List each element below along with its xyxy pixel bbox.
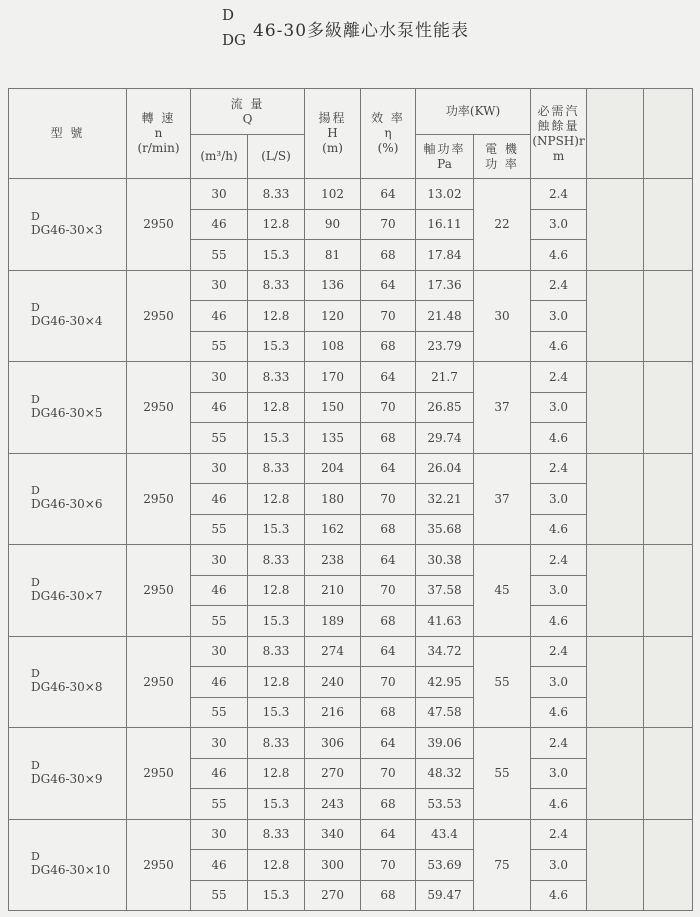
head-cell: 81 <box>305 240 361 271</box>
shaft-power-cell: 17.84 <box>416 240 474 271</box>
shaft-power-cell: 42.95 <box>416 667 474 698</box>
flow-ls-cell: 12.8 <box>248 667 305 698</box>
flow-m3h-cell: 30 <box>191 270 248 301</box>
head-cell: 136 <box>305 270 361 301</box>
speed-cell: 2950 <box>127 179 191 271</box>
shaft-power-cell: 21.48 <box>416 301 474 332</box>
flow-m3h-cell: 55 <box>191 789 248 820</box>
empty-cell <box>587 179 644 271</box>
model-name: DG46-30×4 <box>31 314 103 329</box>
head-cell: 306 <box>305 728 361 759</box>
model-cell <box>9 453 127 545</box>
head-cell: 162 <box>305 514 361 545</box>
head-cell: 340 <box>305 819 361 850</box>
model-prefix: D <box>31 667 40 681</box>
shaft-power-cell: 47.58 <box>416 697 474 728</box>
npsh-cell: 3.0 <box>531 209 587 240</box>
empty-cell <box>587 728 644 820</box>
shaft-power-cell: 39.06 <box>416 728 474 759</box>
head-cell: 189 <box>305 606 361 637</box>
flow-ls-cell: 15.3 <box>248 789 305 820</box>
model-prefix: D <box>31 575 40 589</box>
npsh-cell: 3.0 <box>531 301 587 332</box>
efficiency-cell: 70 <box>361 850 416 881</box>
npsh-cell: 3.0 <box>531 850 587 881</box>
header-model: 型 號 <box>9 89 127 179</box>
efficiency-cell: 68 <box>361 240 416 271</box>
shaft-power-cell: 13.02 <box>416 179 474 210</box>
shaft-power-cell: 21.7 <box>416 362 474 393</box>
empty-cell <box>587 636 644 728</box>
model-name: DG46-30×9 <box>31 771 103 786</box>
shaft-power-cell: 35.68 <box>416 514 474 545</box>
npsh-cell: 3.0 <box>531 575 587 606</box>
efficiency-cell: 70 <box>361 484 416 515</box>
head-cell: 210 <box>305 575 361 606</box>
model-cell <box>9 728 127 820</box>
model-cell <box>9 179 127 271</box>
table-row <box>9 270 693 301</box>
npsh-cell: 2.4 <box>531 636 587 667</box>
header-flow-unit-1: (m³/h) <box>191 135 248 179</box>
npsh-cell: 2.4 <box>531 728 587 759</box>
flow-ls-cell: 8.33 <box>248 545 305 576</box>
flow-ls-cell: 15.3 <box>248 514 305 545</box>
efficiency-cell: 68 <box>361 697 416 728</box>
flow-m3h-cell: 55 <box>191 514 248 545</box>
head-cell: 180 <box>305 484 361 515</box>
header-motor-power: 電 機 功 率 <box>474 135 531 179</box>
flow-ls-cell: 8.33 <box>248 728 305 759</box>
flow-ls-cell: 8.33 <box>248 270 305 301</box>
header-speed: 轉 速 n (r/min) <box>127 89 191 179</box>
npsh-cell: 3.0 <box>531 392 587 423</box>
shaft-power-cell: 43.4 <box>416 819 474 850</box>
title-main: 46-30多級離心水泵性能表 <box>253 21 470 41</box>
flow-ls-cell: 15.3 <box>248 240 305 271</box>
flow-m3h-cell: 55 <box>191 880 248 911</box>
head-cell: 170 <box>305 362 361 393</box>
model-prefix: D <box>31 392 40 406</box>
head-cell: 90 <box>305 209 361 240</box>
efficiency-cell: 64 <box>361 179 416 210</box>
flow-m3h-cell: 55 <box>191 240 248 271</box>
model-prefix: D <box>31 484 40 498</box>
head-cell: 238 <box>305 545 361 576</box>
table-row <box>9 362 693 393</box>
efficiency-cell: 68 <box>361 789 416 820</box>
model-prefix: D <box>31 209 40 223</box>
efficiency-cell: 64 <box>361 453 416 484</box>
head-cell: 270 <box>305 880 361 911</box>
flow-m3h-cell: 30 <box>191 453 248 484</box>
model-name: DG46-30×3 <box>31 222 103 237</box>
empty-cell <box>587 819 644 911</box>
flow-ls-cell: 8.33 <box>248 819 305 850</box>
model-prefix: D <box>31 301 40 315</box>
header-npsh: 必需汽 蝕餘量 (NPSH)r m <box>531 89 587 179</box>
table-row <box>9 545 693 576</box>
title-prefix-bottom: DG <box>222 31 247 49</box>
flow-m3h-cell: 55 <box>191 606 248 637</box>
efficiency-cell: 70 <box>361 758 416 789</box>
model-name: DG46-30×8 <box>31 680 103 695</box>
npsh-cell: 2.4 <box>531 362 587 393</box>
npsh-cell: 4.6 <box>531 697 587 728</box>
npsh-cell: 2.4 <box>531 453 587 484</box>
flow-ls-cell: 15.3 <box>248 331 305 362</box>
motor-power-cell: 45 <box>474 545 531 637</box>
motor-power-cell: 55 <box>474 728 531 820</box>
npsh-cell: 4.6 <box>531 423 587 454</box>
flow-ls-cell: 12.8 <box>248 484 305 515</box>
motor-power-cell: 22 <box>474 179 531 271</box>
empty-cell <box>587 545 644 637</box>
shaft-power-cell: 37.58 <box>416 575 474 606</box>
shaft-power-cell: 23.79 <box>416 331 474 362</box>
flow-m3h-cell: 55 <box>191 423 248 454</box>
header-flow: 流 量 Q <box>191 89 305 135</box>
shaft-power-cell: 53.69 <box>416 850 474 881</box>
efficiency-cell: 68 <box>361 880 416 911</box>
head-cell: 300 <box>305 850 361 881</box>
npsh-cell: 4.6 <box>531 606 587 637</box>
model-cell <box>9 545 127 637</box>
flow-ls-cell: 15.3 <box>248 880 305 911</box>
npsh-cell: 4.6 <box>531 789 587 820</box>
speed-cell: 2950 <box>127 270 191 362</box>
title-prefix-top: D <box>222 6 235 24</box>
shaft-power-cell: 26.04 <box>416 453 474 484</box>
efficiency-cell: 70 <box>361 392 416 423</box>
flow-m3h-cell: 55 <box>191 331 248 362</box>
flow-m3h-cell: 46 <box>191 301 248 332</box>
empty-cell <box>587 270 644 362</box>
flow-m3h-cell: 30 <box>191 728 248 759</box>
flow-m3h-cell: 30 <box>191 362 248 393</box>
flow-m3h-cell: 30 <box>191 179 248 210</box>
motor-power-cell: 37 <box>474 453 531 545</box>
flow-m3h-cell: 46 <box>191 850 248 881</box>
shaft-power-cell: 26.85 <box>416 392 474 423</box>
head-cell: 204 <box>305 453 361 484</box>
npsh-cell: 2.4 <box>531 545 587 576</box>
head-cell: 240 <box>305 667 361 698</box>
flow-ls-cell: 8.33 <box>248 362 305 393</box>
flow-m3h-cell: 46 <box>191 667 248 698</box>
shaft-power-cell: 41.63 <box>416 606 474 637</box>
header-power: 功率(KW) <box>416 89 531 135</box>
model-cell <box>9 819 127 911</box>
npsh-cell: 3.0 <box>531 484 587 515</box>
efficiency-cell: 64 <box>361 362 416 393</box>
empty-cell <box>644 545 693 637</box>
speed-cell: 2950 <box>127 728 191 820</box>
flow-ls-cell: 15.3 <box>248 606 305 637</box>
flow-m3h-cell: 46 <box>191 484 248 515</box>
flow-m3h-cell: 46 <box>191 209 248 240</box>
head-cell: 243 <box>305 789 361 820</box>
speed-cell: 2950 <box>127 362 191 454</box>
efficiency-cell: 70 <box>361 575 416 606</box>
efficiency-cell: 68 <box>361 331 416 362</box>
shaft-power-cell: 17.36 <box>416 270 474 301</box>
table-row <box>9 728 693 759</box>
empty-cell <box>644 179 693 271</box>
motor-power-cell: 55 <box>474 636 531 728</box>
empty-cell <box>644 362 693 454</box>
header-flow-unit-2: (L/S) <box>248 135 305 179</box>
table-row <box>9 453 693 484</box>
head-cell: 270 <box>305 758 361 789</box>
model-name: DG46-30×6 <box>31 497 103 512</box>
table-title <box>222 6 582 56</box>
speed-cell: 2950 <box>127 453 191 545</box>
flow-m3h-cell: 30 <box>191 545 248 576</box>
empty-cell <box>644 270 693 362</box>
model-cell <box>9 362 127 454</box>
flow-m3h-cell: 46 <box>191 758 248 789</box>
model-cell <box>9 270 127 362</box>
head-cell: 216 <box>305 697 361 728</box>
empty-cell <box>644 819 693 911</box>
model-prefix: D <box>31 850 40 864</box>
npsh-cell: 4.6 <box>531 880 587 911</box>
motor-power-cell: 30 <box>474 270 531 362</box>
empty-cell <box>587 453 644 545</box>
flow-ls-cell: 12.8 <box>248 209 305 240</box>
flow-ls-cell: 12.8 <box>248 758 305 789</box>
header-empty-1 <box>587 89 644 179</box>
efficiency-cell: 68 <box>361 514 416 545</box>
table-row <box>9 636 693 667</box>
flow-ls-cell: 8.33 <box>248 636 305 667</box>
pump-performance-table <box>8 88 693 911</box>
motor-power-cell: 75 <box>474 819 531 911</box>
efficiency-cell: 64 <box>361 636 416 667</box>
flow-m3h-cell: 46 <box>191 575 248 606</box>
efficiency-cell: 68 <box>361 606 416 637</box>
shaft-power-cell: 29.74 <box>416 423 474 454</box>
header-head: 揚程 H (m) <box>305 89 361 179</box>
efficiency-cell: 70 <box>361 301 416 332</box>
header-efficiency: 效 率 η (%) <box>361 89 416 179</box>
table-row <box>9 179 693 210</box>
head-cell: 150 <box>305 392 361 423</box>
empty-cell <box>644 636 693 728</box>
table-row <box>9 819 693 850</box>
efficiency-cell: 64 <box>361 728 416 759</box>
efficiency-cell: 70 <box>361 209 416 240</box>
flow-m3h-cell: 55 <box>191 697 248 728</box>
header-shaft-power: 軸功率 Pa <box>416 135 474 179</box>
flow-ls-cell: 8.33 <box>248 179 305 210</box>
npsh-cell: 2.4 <box>531 819 587 850</box>
model-name: DG46-30×10 <box>31 863 111 878</box>
model-cell <box>9 636 127 728</box>
shaft-power-cell: 32.21 <box>416 484 474 515</box>
npsh-cell: 4.6 <box>531 240 587 271</box>
flow-ls-cell: 8.33 <box>248 453 305 484</box>
flow-ls-cell: 15.3 <box>248 423 305 454</box>
model-prefix: D <box>31 758 40 772</box>
efficiency-cell: 64 <box>361 545 416 576</box>
speed-cell: 2950 <box>127 636 191 728</box>
flow-m3h-cell: 30 <box>191 636 248 667</box>
shaft-power-cell: 16.11 <box>416 209 474 240</box>
head-cell: 102 <box>305 179 361 210</box>
empty-cell <box>587 362 644 454</box>
model-name: DG46-30×7 <box>31 588 103 603</box>
shaft-power-cell: 34.72 <box>416 636 474 667</box>
npsh-cell: 4.6 <box>531 514 587 545</box>
header-empty-2 <box>644 89 693 179</box>
head-cell: 135 <box>305 423 361 454</box>
head-cell: 274 <box>305 636 361 667</box>
speed-cell: 2950 <box>127 545 191 637</box>
npsh-cell: 3.0 <box>531 667 587 698</box>
flow-ls-cell: 12.8 <box>248 575 305 606</box>
shaft-power-cell: 53.53 <box>416 789 474 820</box>
shaft-power-cell: 30.38 <box>416 545 474 576</box>
empty-cell <box>644 728 693 820</box>
head-cell: 108 <box>305 331 361 362</box>
head-cell: 120 <box>305 301 361 332</box>
efficiency-cell: 64 <box>361 270 416 301</box>
flow-ls-cell: 12.8 <box>248 850 305 881</box>
shaft-power-cell: 59.47 <box>416 880 474 911</box>
flow-ls-cell: 15.3 <box>248 697 305 728</box>
flow-ls-cell: 12.8 <box>248 301 305 332</box>
empty-cell <box>644 453 693 545</box>
npsh-cell: 4.6 <box>531 331 587 362</box>
efficiency-cell: 70 <box>361 667 416 698</box>
npsh-cell: 2.4 <box>531 270 587 301</box>
efficiency-cell: 68 <box>361 423 416 454</box>
motor-power-cell: 37 <box>474 362 531 454</box>
flow-ls-cell: 12.8 <box>248 392 305 423</box>
npsh-cell: 2.4 <box>531 179 587 210</box>
npsh-cell: 3.0 <box>531 758 587 789</box>
flow-m3h-cell: 30 <box>191 819 248 850</box>
shaft-power-cell: 48.32 <box>416 758 474 789</box>
flow-m3h-cell: 46 <box>191 392 248 423</box>
efficiency-cell: 64 <box>361 819 416 850</box>
model-name: DG46-30×5 <box>31 405 103 420</box>
speed-cell: 2950 <box>127 819 191 911</box>
